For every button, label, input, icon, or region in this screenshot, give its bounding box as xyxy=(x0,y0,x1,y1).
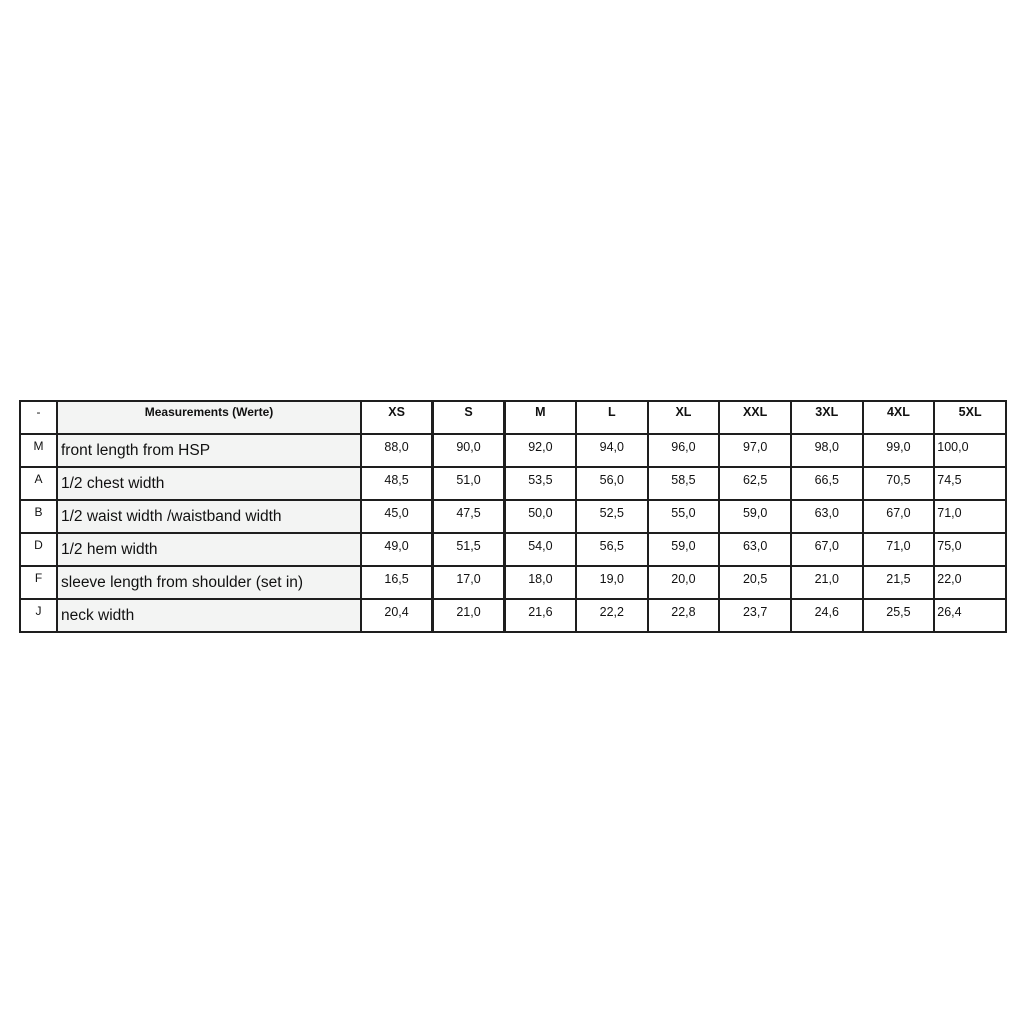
table-row xyxy=(20,566,1006,599)
header-size-s: S xyxy=(433,401,505,434)
value-cell: 19,0 xyxy=(576,566,648,599)
value-cell: 88,0 xyxy=(361,434,433,467)
value-cell: 25,5 xyxy=(863,599,935,632)
value-cell: 56,0 xyxy=(576,467,648,500)
value-cell: 59,0 xyxy=(648,533,720,566)
value-cell: 52,5 xyxy=(576,500,648,533)
value-cell: 71,0 xyxy=(863,533,935,566)
value-cell: 63,0 xyxy=(791,500,863,533)
value-cell: 17,0 xyxy=(433,566,505,599)
value-cell: 22,0 xyxy=(934,566,1006,599)
value-cell: 99,0 xyxy=(863,434,935,467)
value-cell: 71,0 xyxy=(934,500,1006,533)
table-row xyxy=(20,533,1006,566)
value-cell: 67,0 xyxy=(791,533,863,566)
value-cell: 92,0 xyxy=(504,434,576,467)
header-row xyxy=(20,401,1006,434)
value-cell: 49,0 xyxy=(361,533,433,566)
header-size-xl: XL xyxy=(648,401,720,434)
value-cell: 21,5 xyxy=(863,566,935,599)
header-measurements-cell: Measurements (Werte) xyxy=(57,401,361,434)
value-cell: 50,0 xyxy=(504,500,576,533)
value-cell: 21,0 xyxy=(791,566,863,599)
value-cell: 66,5 xyxy=(791,467,863,500)
value-cell: 67,0 xyxy=(863,500,935,533)
value-cell: 18,0 xyxy=(504,566,576,599)
table-row xyxy=(20,467,1006,500)
header-size-l: L xyxy=(576,401,648,434)
row-label-cell: 1/2 waist width /waistband width xyxy=(57,500,361,533)
table-row xyxy=(20,500,1006,533)
row-label-cell: front length from HSP xyxy=(57,434,361,467)
value-cell: 20,5 xyxy=(719,566,791,599)
value-cell: 16,5 xyxy=(361,566,433,599)
value-cell: 53,5 xyxy=(504,467,576,500)
value-cell: 94,0 xyxy=(576,434,648,467)
value-cell: 54,0 xyxy=(504,533,576,566)
value-cell: 74,5 xyxy=(934,467,1006,500)
value-cell: 100,0 xyxy=(934,434,1006,467)
header-size-xs: XS xyxy=(361,401,433,434)
value-cell: 96,0 xyxy=(648,434,720,467)
size-chart-body xyxy=(20,401,1006,632)
value-cell: 62,5 xyxy=(719,467,791,500)
row-code-cell: D xyxy=(20,533,57,566)
value-cell: 22,8 xyxy=(648,599,720,632)
value-cell: 51,5 xyxy=(433,533,505,566)
value-cell: 48,5 xyxy=(361,467,433,500)
value-cell: 24,6 xyxy=(791,599,863,632)
value-cell: 22,2 xyxy=(576,599,648,632)
value-cell: 26,4 xyxy=(934,599,1006,632)
value-cell: 20,0 xyxy=(648,566,720,599)
value-cell: 56,5 xyxy=(576,533,648,566)
row-label-cell: neck width xyxy=(57,599,361,632)
value-cell: 97,0 xyxy=(719,434,791,467)
value-cell: 21,0 xyxy=(433,599,505,632)
row-code-cell: M xyxy=(20,434,57,467)
value-cell: 55,0 xyxy=(648,500,720,533)
value-cell: 21,6 xyxy=(504,599,576,632)
row-code-cell: F xyxy=(20,566,57,599)
value-cell: 47,5 xyxy=(433,500,505,533)
value-cell: 23,7 xyxy=(719,599,791,632)
header-size-3xl: 3XL xyxy=(791,401,863,434)
size-chart-table xyxy=(19,400,1007,633)
header-size-m: M xyxy=(504,401,576,434)
header-size-xxl: XXL xyxy=(719,401,791,434)
value-cell: 51,0 xyxy=(433,467,505,500)
value-cell: 75,0 xyxy=(934,533,1006,566)
value-cell: 90,0 xyxy=(433,434,505,467)
row-label-cell: 1/2 chest width xyxy=(57,467,361,500)
value-cell: 58,5 xyxy=(648,467,720,500)
table-row xyxy=(20,434,1006,467)
row-code-cell: A xyxy=(20,467,57,500)
table-row xyxy=(20,599,1006,632)
header-code-cell: - xyxy=(20,401,57,434)
row-label-cell: 1/2 hem width xyxy=(57,533,361,566)
value-cell: 63,0 xyxy=(719,533,791,566)
value-cell: 70,5 xyxy=(863,467,935,500)
header-size-4xl: 4XL xyxy=(863,401,935,434)
row-code-cell: J xyxy=(20,599,57,632)
row-label-cell: sleeve length from shoulder (set in) xyxy=(57,566,361,599)
value-cell: 45,0 xyxy=(361,500,433,533)
value-cell: 98,0 xyxy=(791,434,863,467)
value-cell: 59,0 xyxy=(719,500,791,533)
row-code-cell: B xyxy=(20,500,57,533)
value-cell: 20,4 xyxy=(361,599,433,632)
header-size-5xl: 5XL xyxy=(934,401,1006,434)
